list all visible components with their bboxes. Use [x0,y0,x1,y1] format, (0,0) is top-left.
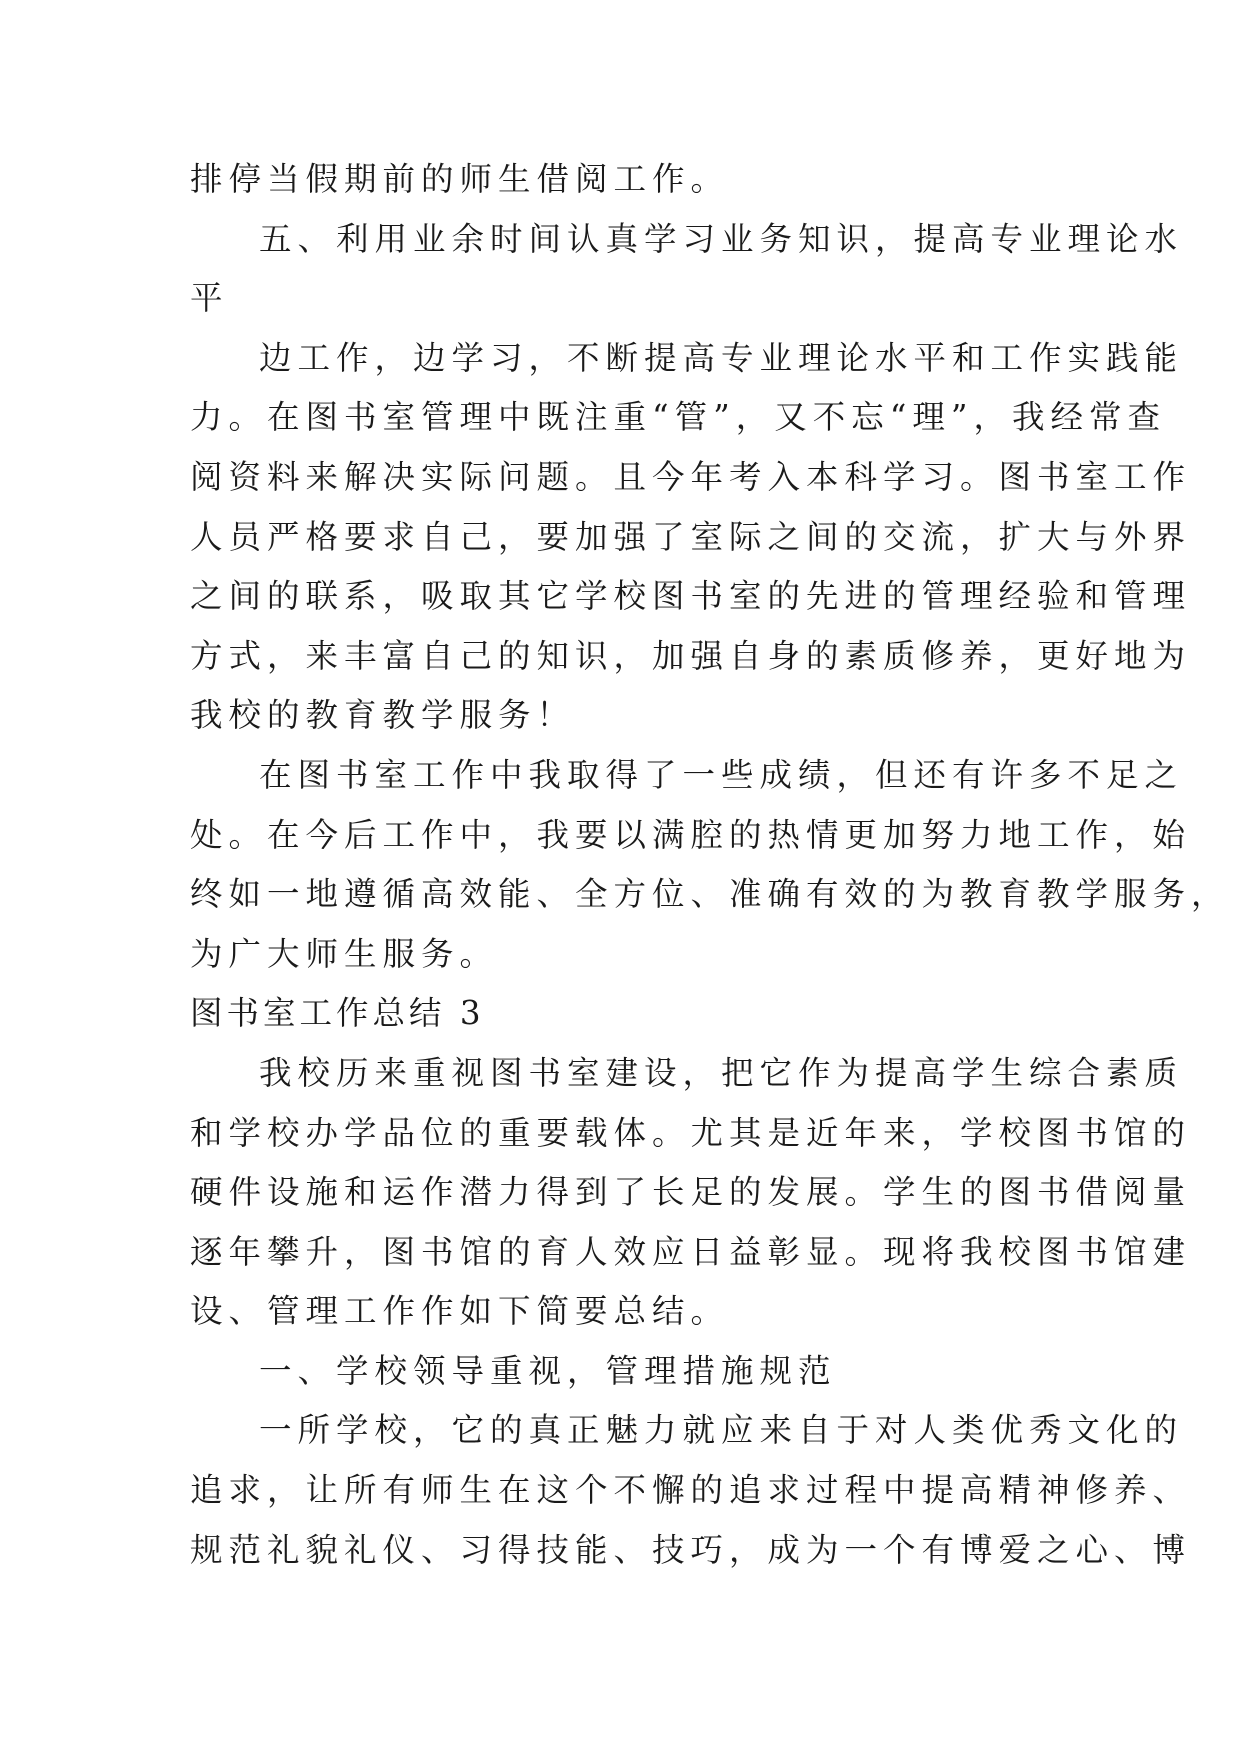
text-line: 平 [190,279,229,318]
text-line: 追求，让所有师生在这个不懈的追求过程中提高精神修养、 [190,1471,1192,1510]
text-line: 逐年攀升，图书馆的育人效应日益彰显。现将我校图书馆建 [190,1232,1192,1271]
text-line: 硬件设施和运作潜力得到了长足的发展。学生的图书借阅量 [190,1173,1192,1212]
paragraph-start: 边工作，边学习，不断提高专业理论水平和工作实践能 [259,338,1184,377]
text-line: 处。在今后工作中，我要以满腔的热情更加努力地工作，始 [190,815,1192,854]
text-line: 力。在图书室管理中既注重“管”，又不忘“理”，我经常查 [190,398,1166,437]
paragraph-start: 一所学校，它的真正魅力就应来自于对人类优秀文化的 [259,1411,1184,1450]
text-line: 方式，来丰富自己的知识，加强自身的素质修养，更好地为 [190,636,1192,675]
text-line: 人员严格要求自己，要加强了室际之间的交流，扩大与外界 [190,517,1192,556]
document-title: 图书室工作总结 3 [190,994,485,1033]
text-line: 我校的教育教学服务！ [190,696,576,735]
text-line: 规范礼貌礼仪、习得技能、技巧，成为一个有博爱之心、博 [190,1530,1192,1569]
document-body [190,150,1230,1580]
text-line: 排停当假期前的师生借阅工作。 [190,160,730,198]
paragraph-start: 在图书室工作中我取得了一些成绩，但还有许多不足之 [259,755,1184,794]
section-heading-one: 一、学校领导重视，管理措施规范 [259,1351,837,1390]
text-line: 和学校办学品位的重要载体。尤其是近年来，学校图书馆的 [190,1113,1192,1152]
section-heading-five: 五、利用业余时间认真学习业务知识，提高专业理论水 [259,219,1184,258]
text-line: 之间的联系，吸取其它学校图书室的先进的管理经验和管理 [190,577,1192,616]
text-line: 阅资料来解决实际问题。且今年考入本科学习。图书室工作 [190,457,1192,496]
text-line: 为广大师生服务。 [190,934,499,973]
text-line: 终如一地遵循高效能、全方位、准确有效的为教育教学服务， [190,875,1230,914]
text-line: 设、管理工作作如下简要总结。 [190,1292,730,1331]
paragraph-start: 我校历来重视图书室建设，把它作为提高学生综合素质 [259,1053,1184,1092]
